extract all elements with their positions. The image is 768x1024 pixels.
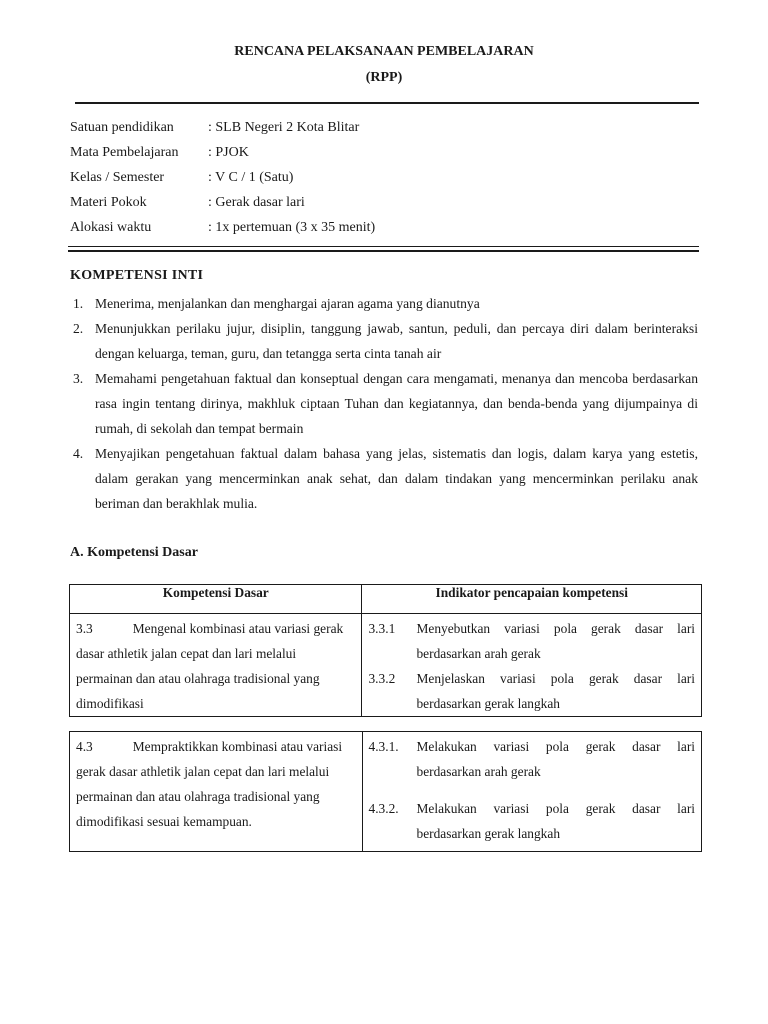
kd-text: Mengenal kombinasi atau variasi gerak dasar athletik jalan cepat dan lari melalui permainan dan atau olahraga tradisional yang dimodifikasi [76, 621, 344, 711]
ki-item-number: 4. [73, 446, 84, 461]
identity-divider-bottom [68, 250, 699, 252]
indicator-item [368, 666, 695, 716]
kompetensi-dasar-table [69, 584, 702, 717]
indicator-text: Menjelaskan variasi pola gerak dasar lari berdasarkan gerak langkah [416, 671, 695, 711]
document-subtitle: (RPP) [365, 70, 403, 85]
indicator-code: 3.3.2 [368, 671, 396, 686]
column-header-kd: Kompetensi Dasar [70, 585, 362, 614]
kd-code: 4.3 [76, 739, 93, 754]
identity-divider-top [68, 246, 699, 247]
ki-item-text: Memahami pengetahuan faktual dan konseptual dengan cara mengamati, menanya dan mencoba berdasarkan rasa ingin tentang dirinya, makhluk ciptaan Tuhan dan kegiatannya, dan benda-benda yang dijumpainya di rumah, di sekolah dan tempat bermain [95, 371, 698, 436]
ki-item [73, 316, 698, 366]
document-title: RENCANA PELAKSANAAN PEMBELAJARAN [234, 44, 534, 59]
identity-value: : SLB Negeri 2 Kota Blitar [208, 120, 360, 135]
indicator-item [369, 796, 695, 846]
identity-label: Mata Pembelajaran [70, 145, 179, 160]
indicator-text: Melakukan variasi pola gerak dasar lari berdasarkan gerak langkah [416, 801, 695, 841]
table-row [70, 614, 702, 717]
indicator-code: 4.3.2. [368, 801, 399, 816]
identity-label: Alokasi waktu [70, 220, 152, 235]
kd-cell [70, 732, 363, 852]
kompetensi-dasar-table [69, 731, 702, 852]
table-row [70, 732, 702, 852]
identity-value: : PJOK [208, 145, 249, 160]
ki-item [73, 291, 698, 316]
indicator-text: Melakukan variasi pola gerak dasar lari berdasarkan arah gerak [416, 739, 695, 779]
indicator-item [368, 616, 695, 666]
kompetensi-dasar-heading: A. Kompetensi Dasar [70, 545, 198, 560]
ki-item [73, 366, 698, 441]
header-divider [75, 102, 699, 104]
kd-text: Mempraktikkan kombinasi atau variasi gerak dasar athletik jalan cepat dan lari melalui permainan dan atau olahraga tradisional yang dimodifikasi sesuai kemampuan. [76, 739, 343, 829]
indicator-item [369, 734, 695, 784]
identity-label: Kelas / Semester [70, 170, 165, 185]
table-header-row [70, 585, 702, 614]
ki-item-number: 3. [73, 371, 84, 386]
ki-item-number: 1. [73, 296, 84, 311]
identity-label: Satuan pendidikan [70, 120, 174, 135]
identity-value: : V C / 1 (Satu) [208, 170, 294, 185]
kd-code: 3.3 [76, 621, 93, 636]
indicator-cell [362, 614, 702, 717]
indicator-code: 4.3.1. [368, 739, 399, 754]
kompetensi-inti-heading: KOMPETENSI INTI [70, 268, 204, 283]
ki-item-text: Menunjukkan perilaku jujur, disiplin, tanggung jawab, santun, peduli, dan percaya diri dalam berinteraksi dengan keluarga, teman, guru, dan tetangga serta cinta tanah air [95, 321, 698, 361]
identity-value: : 1x pertemuan (3 x 35 menit) [208, 220, 376, 235]
kd-cell [70, 614, 362, 717]
ki-item-number: 2. [73, 321, 84, 336]
column-header-indikator: Indikator pencapaian kompetensi [362, 585, 702, 614]
ki-item [73, 441, 698, 516]
ki-item-text: Menyajikan pengetahuan faktual dalam bahasa yang jelas, sistematis dan logis, dalam karya yang estetis, dalam gerakan yang mencerminkan anak sehat, dan dalam tindakan yang mencerminkan perilaku anak beriman dan berakhlak mulia. [95, 446, 698, 511]
identity-value: : Gerak dasar lari [208, 195, 305, 210]
indicator-cell [362, 732, 701, 852]
indicator-text: Menyebutkan variasi pola gerak dasar lari berdasarkan arah gerak [416, 621, 695, 661]
identity-label: Materi Pokok [70, 195, 147, 210]
indicator-code: 3.3.1 [368, 621, 396, 636]
ki-item-text: Menerima, menjalankan dan menghargai ajaran agama yang dianutnya [95, 296, 480, 311]
